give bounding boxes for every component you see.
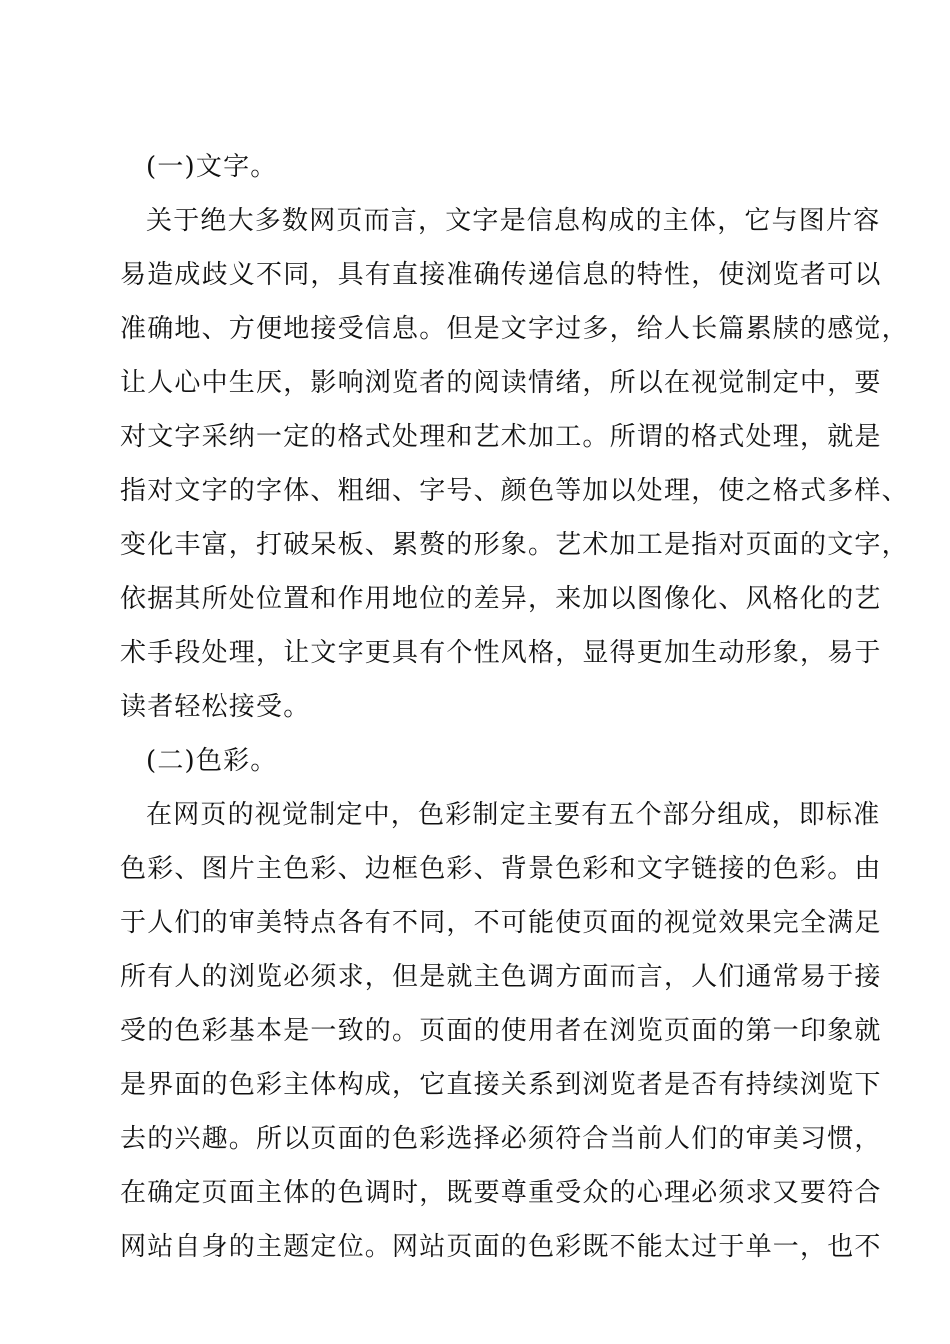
paragraph-line: 受的色彩基本是一致的。页面的使用者在浏览页面的第一印象就 [120, 1016, 882, 1046]
paragraph-line: 所有人的浏览必须求，但是就主色调方面而言，人们通常易于接 [120, 962, 882, 992]
paragraph-line: 术手段处理，让文字更具有个性风格，显得更加生动形象，易于 [120, 638, 882, 668]
paragraph-line: 读者轻松接受。 [120, 692, 311, 722]
document-body [120, 140, 909, 1274]
section-heading-text: (一)文字。 [146, 152, 278, 182]
paragraph-line: 在确定页面主体的色调时，既要尊重受众的心理必须求又要符合 [120, 1178, 882, 1208]
paragraph-line: 准确地、方便地接受信息。但是文字过多，给人长篇累牍的感觉， [120, 314, 909, 344]
paragraph-line: 易造成歧义不同，具有直接准确传递信息的特性，使浏览者可以 [120, 260, 882, 290]
paragraph-line: 于人们的审美特点各有不同，不可能使页面的视觉效果完全满足 [120, 908, 882, 938]
paragraph-line: 去的兴趣。所以页面的色彩选择必须符合当前人们的审美习惯， [120, 1124, 882, 1154]
paragraph-line: 是界面的色彩主体构成，它直接关系到浏览者是否有持续浏览下 [120, 1070, 882, 1100]
paragraph-line: 在网页的视觉制定中，色彩制定主要有五个部分组成，即标准 [146, 800, 881, 830]
paragraph-line: 网站自身的主题定位。网站页面的色彩既不能太过于单一，也不 [120, 1232, 882, 1262]
paragraph-line: 变化丰富，打破呆板、累赘的形象。艺术加工是指对页面的文字， [120, 530, 909, 560]
paragraph-line: 对文字采纳一定的格式处理和艺术加工。所谓的格式处理，就是 [120, 422, 882, 452]
paragraph-line: 依据其所处位置和作用地位的差异，来加以图像化、风格化的艺 [120, 584, 882, 614]
paragraph-line: 色彩、图片主色彩、边框色彩、背景色彩和文字链接的色彩。由 [120, 854, 882, 884]
paragraph-line: 让人心中生厌，影响浏览者的阅读情绪，所以在视觉制定中，要 [120, 368, 882, 398]
paragraph-line: 关于绝大多数网页而言，文字是信息构成的主体，它与图片容 [146, 206, 881, 236]
section-heading-color: (二)色彩。 [146, 746, 278, 776]
paragraph-line: 指对文字的字体、粗细、字号、颜色等加以处理，使之格式多样、 [120, 476, 909, 506]
